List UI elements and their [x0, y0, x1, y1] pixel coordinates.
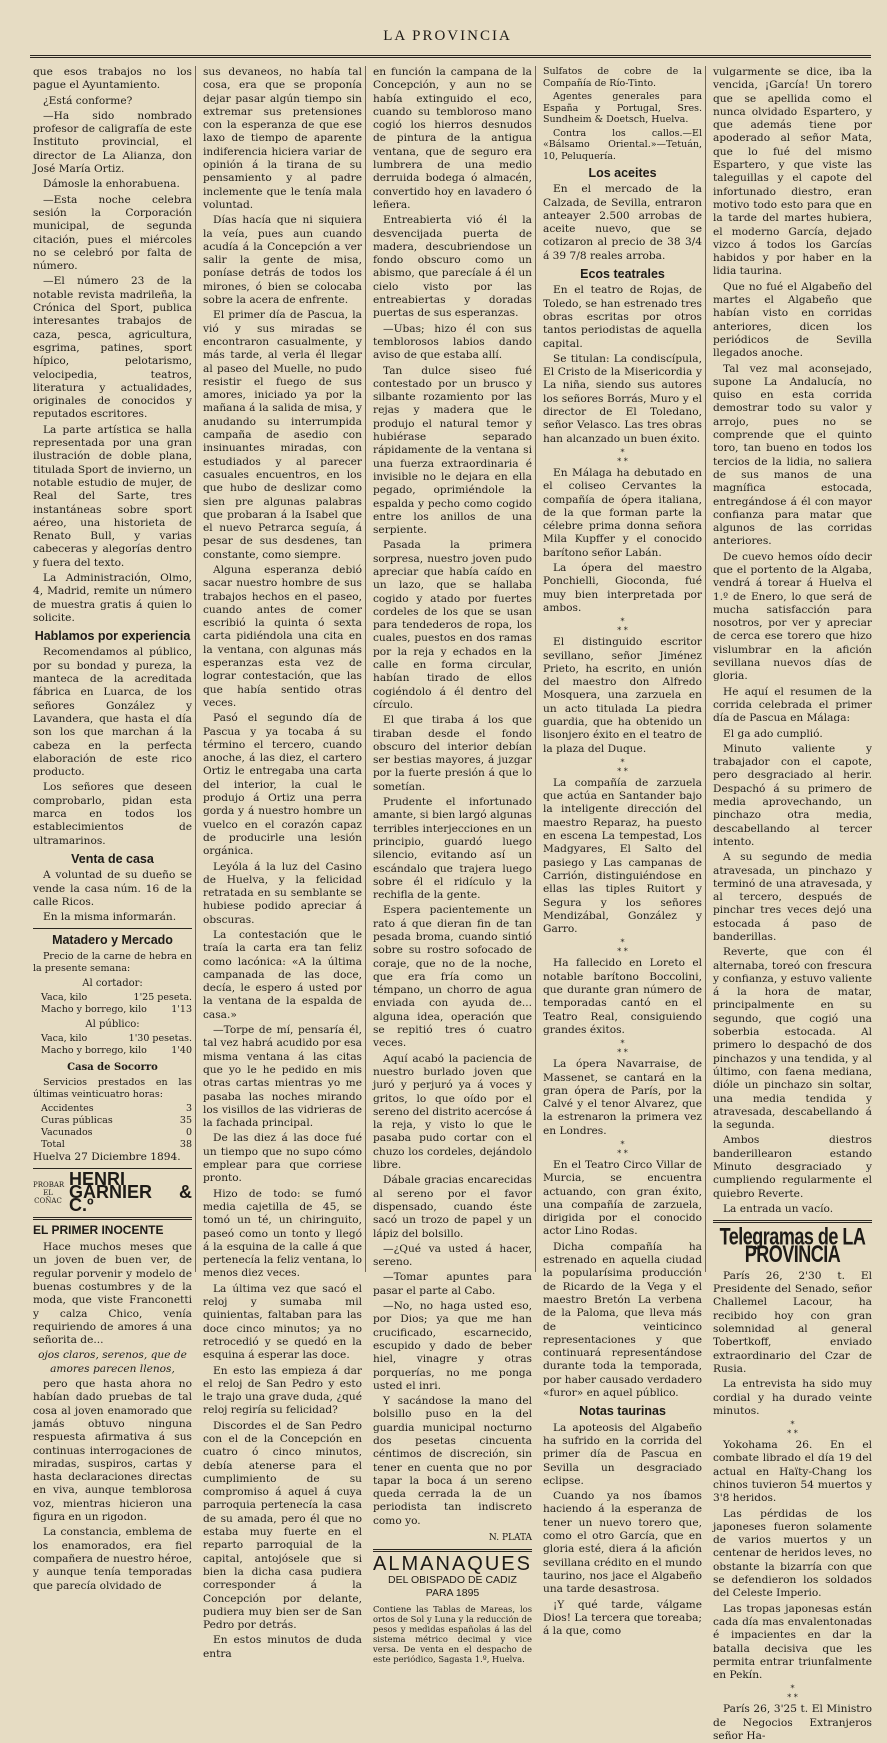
service-row — [33, 1103, 192, 1115]
paragraph: Alguna esperanza debió sacar nuestro hombre de sus trabajos hechos en el paseo, cuando antes de comer escribió la quinta ó sexta carta pidiéndola una cita en la ventana, con algunas más esperanzas esta vez de lograr contestación, que las que había sentido otras veces. — [203, 563, 362, 709]
paragraph: He aquí el resumen de la corrida celebrada el primer día de Pascua en Málaga: — [713, 685, 872, 725]
paragraph: A su segundo de media atravesada, un pinchazo y terminó de una atravesada, y al tercero, después de pinchar tres veces dejó una estocada á paso de banderillas. — [713, 851, 872, 943]
asterism-divider: * * * — [617, 447, 628, 466]
section-heading: Los aceites — [588, 166, 657, 180]
paragraph: La ópera del maestro Ponchielli, Gioconda, fué muy bien interpretada por ambos. — [543, 562, 702, 614]
paragraph: Que no fué el Algabeño del martes el Algabeño que habían visto en corridas anteriores, dicen los periódicos de Sevilla llegados anoche. — [713, 280, 872, 360]
service-item: Accidentes — [41, 1102, 94, 1114]
paragraph: Prudente el infortunado amante, si bien largó algunas terribles interjecciones en un principio, guardó luego silencio, evitando así un escándalo que trajera luego sobre él el ridículo y la rechifla de la gente. — [373, 796, 532, 902]
cognac-advert — [33, 1168, 192, 1216]
section-heading: Ecos teatrales — [580, 267, 665, 282]
masthead-rule — [30, 55, 871, 58]
paragraph: En el Teatro Circo Villar de Murcia, se encuentra actuando, con gran éxito, una compañía de zarzuela, dirigida por el conocido actor Lino Rodas. — [543, 1159, 702, 1238]
paragraph: En Málaga ha debutado en el coliseo Cervantes la compañía de ópera italiana, de la que forman parte la célebre prima donna señora Mila Kupffer y el conocido barítono señor Labán. — [543, 466, 702, 559]
paragraph: El distinguido escritor sevillano, señor Jiménez Prieto, ha escrito, en unión del maestro don Alfredo Mosquera, una zarzuela en un acto titulada La piedra guardia, que ha obtenido un lisonjero éxito en el teatro de la plaza del Duque. — [543, 636, 702, 755]
asterism-divider: * * * — [787, 1420, 798, 1439]
price-item: Macho y borrego, kilo — [41, 1004, 147, 1015]
paragraph: ¿Está conforme? — [43, 94, 133, 107]
paragraph: El ga ado cumplió. — [723, 727, 823, 740]
paragraph: En el teatro de Rojas, de Toledo, se han estrenado tres obras escritas por otros tantos periodistas de aquella capital. — [543, 284, 702, 350]
price-item: Macho y borrego, kilo — [41, 1045, 147, 1057]
paragraph: Leyóla á la luz del Casino de Huelva, y la felicidad retratada en su semblante se hubiese podido apreciar á obscuras. — [203, 860, 362, 926]
price-value: 1'25 peseta. — [133, 992, 192, 1003]
paragraph: Ha fallecido en Loreto el notable barítono Boccolini, que durante gran número de temporadas cantó en el Teatro Real, consiguiendo grandes éxitos. — [543, 957, 702, 1036]
service-total — [33, 1139, 192, 1151]
signature: N. PLATA — [488, 1533, 532, 1544]
paragraph: —Ha sido nombrado profesor de caligrafía de este Instituto provincial, el director de La Alianza, don José María Ortiz. — [33, 109, 192, 176]
paragraph: Minuto valiente y trabajador con el capote, pero desgraciado al herir. Despachó á su primero de media aprovechando, un pinchazo otra media, descabellando al tercer intento. — [713, 742, 872, 848]
almanac-advert-body: Contiene las Tablas de Mareas, los ortos de Sol y Luna y la reducción de pesos y medidas españolas á las del sistema métrico decimal y vice versa. De venta en el despacho de este periódico, Sagasta 1.º, Huelva. — [373, 1604, 532, 1665]
telegrams-heading: Telegramas de LA PROVINCIA — [719, 1223, 866, 1269]
asterism-divider: * * * — [617, 1039, 628, 1058]
price-value: 1'30 pesetas. — [128, 1033, 192, 1045]
paragraph: Discordes el de San Pedro con el de la Concepción en cuatro ó cinco minutos, debía atenerse para el cumplimiento de su compromiso á aquel á cuya parroquia pertenecía la casa de su amada, pero él que no estaba muy fuerte en el reparto parroquial de la capital, antojósele que si bien la dicha casa pudiera corresponder á la Concepción por delante, pudiera muy bien ser de San Pedro por detrás. — [203, 1419, 362, 1632]
paragraph: Reverte, que con él alternaba, toreó con frescura y confianza, y estuvo valiente á la hora de matar, principalmente en su segundo, que cogió una soberbia estocada. Al primero lo despachó de dos pinchazos y una tendida, y al último, con faena mediana, dióle un pinchazo sin soltar, una media tendida y atravesada, descabellando á la segunda. — [713, 946, 872, 1132]
service-row — [33, 1115, 192, 1127]
paragraph: En la misma informarán. — [43, 911, 177, 924]
paragraph: La entrevista ha sido muy cordial y ha durado veinte minutos. — [713, 1378, 872, 1417]
total-count: 38 — [179, 1138, 192, 1150]
paragraph: Sulfatos de cobre de la Compañía de Río-Tinto. — [543, 66, 702, 89]
paragraph: Se titulan: La condiscípula, El Cristo de la Misericordia y La niña, siendo sus autores los señores Borrás, Muro y el director de El Toledano, señor Velasco. Las tres obras han alcanzado un buen éxito. — [543, 352, 702, 445]
asterism-divider: * * * — [617, 757, 628, 776]
paragraph: Contra los callos.—El «Bálsamo Oriental.»—Tetuán, 10, Peluquería. — [543, 127, 702, 162]
paragraph: Pasó el segundo día de Pascua y ya tocaba á su término el tercero, cuando anoche, á las diez, el cartero Ortiz le entregaba una carta del interior, la cual le produjo á Ortiz una perra gorda y á nuestro hombre un vuelco en el corazón capaz de producirle una lesión orgánica. — [203, 712, 362, 858]
service-row — [33, 1127, 192, 1139]
column-3 — [370, 66, 536, 1665]
asterism-divider: * * * — [617, 938, 628, 957]
verse: ojos claros, serenos, que de amores parecen llenos, — [38, 1349, 187, 1375]
total-label: Total — [41, 1138, 65, 1150]
paragraph: Ambos diestros banderillearon estando Minuto desgraciado y cumpliendo regularmente el quiebro Reverte. — [713, 1134, 872, 1200]
column-2 — [200, 66, 366, 1660]
paragraph: La parte artística se halla representada por una gran ilustración de doble plana, titulada Sport de invierno, un notable estudio de mujer, de Real del Sarte, tres instantáneas sobre sport aéreo, una historieta de Renato Bull, y varias cabeceras y alegorías dentro y fuera del texto. — [33, 423, 192, 569]
subheading: Casa de Socorro — [67, 1062, 158, 1074]
paragraph: Agentes generales para España y Portugal, Sres. Sundheim & Doetsch, Huelva. — [543, 91, 702, 125]
subheading: Al cortador: — [82, 977, 143, 989]
paragraph: Días hacía que ni siquiera la veía, pues aun cuando acudía á la Concepción a ver salir la gente de misa, poníase detrás de todos los mirones, ó bien se colocaba sobre la acera de enfrente. — [203, 214, 362, 307]
paragraph: La compañía de zarzuela que actúa en Santander bajo la inteligente dirección del maestro Reparaz, ha puesto en escena La tempestad, Los Madgyares, El Salto del pasiego y Las campanas de Carrión, distinguiéndose en ellas las tiples Ruitort y Segura y los señores Mendizábal, González y Garro. — [543, 776, 702, 936]
paragraph: Entreabierta vió él la desvencijada puerta de madera, descubriendose un fondo obscuro como un abismo, que parecíale á él un cielo visto por las entreabiertas y doradas puertas de sus esperanzas. — [373, 214, 532, 320]
paragraph: En esto las empieza á dar el reloj de San Pedro y esto le trajo una grave duda, ¿qué reloj regiría su felicidad? — [203, 1364, 362, 1417]
paragraph: La entrada un vacío. — [723, 1202, 834, 1215]
paragraph: De las diez á las doce fué un tiempo que no supo cómo emplear para que corriese pronto. — [203, 1132, 362, 1185]
paragraph: Pasada la primera sorpresa, nuestro joven pudo apreciar que había caído en un lazo, que se hallaba cogido y atado por fuertes cordeles de los que se usan para tendederos de ropa, los cuales, puestos en dos ramas por la reja y echados en la calle en forma circular, habían tirado de ellos cogiéndolo á él dentro del círculo. — [373, 539, 532, 711]
paragraph: ¡Y qué tarde, válgame Dios! La tercera que toreaba; á la que, como — [543, 1598, 702, 1638]
paragraph: —Tomar apuntes para pasar el parte al Cabo. — [373, 1271, 532, 1297]
column-5 — [710, 66, 875, 1743]
service-item: Curas públicas — [41, 1114, 113, 1126]
asterism-divider: * * * — [617, 1140, 628, 1158]
paragraph: —Ubas; hizo él con sus temblorosos labios dando aviso de que estaba allí. — [373, 322, 532, 362]
paragraph: pero que hasta ahora no habían dado pruebas de tal cosa al joven enamorado que jamás obtuvo ninguna respuesta afirmativa á sus continuas interrogaciones de miradas, suspiros, cartas y hasta declaraciones directas en viva, aunque temblorosa voz, mientras hicieron una figura en un rigodon. — [33, 1378, 192, 1524]
price-row — [33, 1004, 192, 1016]
price-item: Vaca, kilo — [41, 1033, 88, 1045]
paragraph: La última vez que sacó el reloj y sumaba mil quinientas, faltaban para las doce cinco minutos; ya no retrocedió y se quedó en la esquina á esperar las doce. — [203, 1282, 362, 1362]
advert-tagline: PROBAR EL COÑAC — [33, 1180, 65, 1205]
paragraph: en función la campana de la Concepción, y aun no se había extinguido el eco, cuando su tembloroso mano cogió los hierros desnudos de pintura de la antigua ventana, que de seguro era lumbrera de una medio derruida bodega ó almacén, convertido hoy en lavadero ó leñera. — [373, 66, 532, 211]
price-value: 1'40 — [171, 1045, 192, 1057]
paragraph: El primer día de Pascua, la vió y sus miradas se encontraron casualmente, y más tarde, al verla él llegar al paseo del Muelle, no pudo resistir el fuego de sus amores, iniciado ya por la mañana á la salida de misa, y anudando su interrumpida campaña de asedio con insinuantes miradas, con estudiados y al parecer casuales encuentros, en los que hubo de deslizar como sien pre algunas palabras que probaran á la Isabel que el nuevo Petrarca seguía, á pesar de sus desdenes, tan constante, como siempre. — [203, 309, 362, 561]
almanac-advert-title: ALMANAQUES — [373, 1553, 532, 1576]
divider — [33, 1217, 192, 1220]
paragraph: Dábale gracias encarecidas al sereno por el favor dispensado, cuando éste sacó un trozo de papel y un lápiz del bolsillo. — [373, 1174, 532, 1240]
divider — [33, 928, 192, 929]
paragraph: Los señores que deseen comprobarlo, pidan esta marca en todos los establecimientos de ultramarinos. — [33, 781, 192, 847]
date-line: Huelva 27 Diciembre 1894. — [33, 1150, 181, 1163]
columns — [30, 66, 875, 1743]
paragraph: —Esta noche celebra sesión la Corporación municipal, de segunda citación, pues el miércoles no se celebró por falta de número. — [33, 193, 192, 273]
story-title: EL PRIMER INOCENTE — [33, 1222, 164, 1237]
section-heading: Matadero y Mercado — [52, 933, 173, 948]
paragraph: París 26, 2'30 t. El Presidente del Senado, señor Challemel Lacour, ha recibido hoy con gran solemnidad al general Tobertkoff, enviado extraordinario del Czar de Rusia. — [713, 1269, 872, 1375]
paragraph: Espera pacientemente un rato á que dieran fin de tan pesada broma, cuando sintió sobre su rostro sofocado de coraje, que no de la noche, que era fría como un témpano, un chorro de agua enviada con ayuda de... alguna idea, operación que se repitió tres ó cuatro veces. — [373, 904, 532, 1050]
section-heading: Hablamos por experiencia — [34, 629, 191, 644]
paragraph: La constancia, emblema de los enamorados, era fiel compañera de nuestro héroe, y aunque tenía temporadas que parecía olvidado de — [33, 1526, 192, 1592]
advert-brand: HENRI GARNIER & C.º — [69, 1168, 192, 1216]
paragraph: Precio de la carne de hebra en la presente semana: — [33, 950, 192, 974]
paragraph: Servicios prestados en las últimas veinticuatro horas: — [33, 1076, 192, 1100]
service-count: 35 — [179, 1114, 192, 1126]
paragraph: Hace muchos meses que un joven de buen ver, de regular porvenir y modelo de buenas costumbres y de la moda, que viste Franconetti y calza Chico, venía requiriendo de amores á una señorita de... — [33, 1241, 192, 1347]
column-4 — [540, 66, 706, 1638]
service-item: Vacunados — [41, 1126, 93, 1138]
paragraph: Yokohama 26. En el combate librado el día 19 del actual en Haïty-Chang los chinos tuvieron 54 muertos y 3'8 heridos. — [713, 1439, 872, 1505]
price-row — [33, 992, 192, 1004]
column-1 — [30, 66, 196, 1592]
paragraph: El que tiraba á los que tiraban desde el fondo obscuro del interior debían ser bestias mayores, á juzgar por la fuerte presión á que lo sometían. — [373, 714, 532, 793]
paragraph: Hizo de todo: se fumó media cajetilla de 45, se tomó un té, un chiringuito, paseó como un tonto y llegó á la esquina de la calle á que pertenecía la feliz ventana, lo menos diez veces. — [203, 1187, 363, 1280]
paragraph: —¿Qué va usted á hacer, sereno. — [373, 1242, 532, 1269]
paragraph: Dámosle la enhorabuena. — [43, 178, 180, 191]
paragraph: sus devaneos, no había tal cosa, era que se proponía dejar pasar algún tiempo sin extremar sus pretensiones con la esperanza de que ese laxo de tiempo de aparente indiferencia hiciera variar de opinión á la tirana de su pensamiento y al padre inclemente que le tenía mala voluntad. — [203, 66, 362, 211]
paragraph: En el mercado de la Calzada, de Sevilla, entraron anteayer 2.500 arrobas de aceite nuevo, que se cotizaron al precio de 38 3/4 á 39 7/8 reales arroba. — [543, 183, 702, 262]
price-value: 1'13 — [171, 1004, 192, 1015]
subheading: Al público: — [85, 1019, 140, 1030]
paragraph: La contestación que le traía la carta era tan feliz como lacónica: «A la última campanada de las doce, decía, le espero á usted por la ventana de la espalda de casa.» — [203, 929, 362, 1021]
paragraph: La ópera Navarraise, de Massenet, se cantará en la gran ópera de París, por la Calvé y el tenor Alvarez, que la estrenaron la primera vez en Londres. — [543, 1058, 702, 1137]
paragraph: que esos trabajos no los pague el Ayuntamiento. — [33, 66, 192, 92]
paragraph: vulgarmente se dice, iba la vencida, ¡García! Un torero que se apellida como el nunca olvidado Espartero, y que además tiene por apoderado al señor Mata, que lo fué del mismo Espartero, y que viste las taleguillas y el capote del infortunado diestro, eran motivo todo esto para que en la tarde del martes hubiera, el moderno García, dejado vizco á todos los Garcías habidos y por haber en la lidia taurina. — [713, 66, 872, 278]
paragraph: La Administración, Olmo, 4, Madrid, remite un número de muestra gratis á quien lo solicite. — [33, 571, 192, 624]
service-count: 3 — [185, 1102, 192, 1114]
section-heading: Notas taurinas — [579, 1404, 666, 1419]
almanac-advert-subtitle: DEL OBISPADO DE CADIZ PARA 1895 — [388, 1573, 517, 1599]
paragraph: Dicha compañía ha estrenado en aquella ciudad la popularísima producción de Ricardo de la Vega y el maestro Bretón La verbena de la Paloma, que lleva más de veinticinco representaciones y que continuará representándose durante toda la temporada, por haber causado verdadero «furor» en aquel público. — [543, 1240, 702, 1400]
paragraph: Y sacándose la mano del bolsillo puso en la del guardia municipal nocturno dos pesetas cincuenta céntimos de discreción, sin tener en cuenta que no por tapar la boca á un sereno queda cerrada la de un periodista tan indiscreto como yo. — [373, 1395, 532, 1527]
paragraph: En estos minutos de duda entra — [203, 1634, 362, 1660]
service-count: 0 — [185, 1126, 192, 1138]
asterism-divider: * * * — [787, 1684, 798, 1703]
paragraph: Tan dulce siseo fué contestado por un brusco y silbante rozamiento por las rejas y madera que le produjo el natural temor y hubiérase separado rápidamente de la ventana si una fuerza extraordinaria é invisible no le dejara en ella pegado, oprimiéndole la espalda y pecho como cogido entre los anillos de una serpiente. — [373, 364, 532, 537]
masthead: LA PROVINCIA — [383, 28, 512, 44]
paragraph: Las tropas japonesas están cada día mas envalentonadas é impacientes en dar la batalla decisiva que les permita entrar triunfalmente en Pekín. — [713, 1602, 872, 1682]
paragraph: Tal vez mal aconsejado, supone La Andalucía, no quiso en esta corrida demostrar todo su valor y arrojo, pues no se comprende que el quinto toro, tan bueno en todos los tercios de la lidia, no saliera de sus manos de una magnífica estocada, entregándose á él con mayor confianza para matar que algunos de las corridas anteriores. — [713, 362, 872, 548]
paragraph: Las pérdidas de los japoneses fueron solamente de varios muertos y un centenar de heridos leves, no obstante la bizarría con que se defendieron los soldados del Celeste Imperio. — [713, 1507, 872, 1600]
price-item: Vaca, kilo — [41, 992, 88, 1003]
price-row — [33, 1033, 192, 1045]
asterism-divider: * * * — [617, 617, 628, 636]
paragraph: A voluntad de su dueño se vende la casa núm. 16 de la calle Ricos. — [33, 869, 192, 908]
paragraph: De cuevo hemos oído decir que el portento de la Algaba, vendrá á torear á Huelva el 1.º de Enero, lo que será de mucha satisfacción para nosotros, por ver y apreciar de cerca ese torero que hizo vislumbrar en la afición sevillana nuevos días de gloria. — [713, 550, 872, 683]
paragraph: Recomendamos al público, por su bondad y pureza, la manteca de la acreditada fábrica en Luarca, de los señores González y Lavandera, que hasta el día son los que marchan á la cabeza en la perfecta elaboración de este rico producto. — [33, 646, 192, 779]
paragraph: La apoteosis del Algabeño ha sufrido en la corrida del primer día de Pascua en Sevilla un desgraciado eclipse. — [543, 1421, 702, 1487]
paragraph: —El número 23 de la notable revista madrileña, la Crónica del Sport, publica interesantes trabajos de caza, pesca, agricultura, esgrima, patines, sport hípico, pelotarismo, velocipedia, teatros, literatura y actualidades, originales de conocidos y reputados escritores. — [33, 275, 192, 421]
price-row — [33, 1045, 192, 1057]
paragraph: —Torpe de mí, pensaría él, tal vez habrá acudido por esa misma ventana á las citas que yo le he pedido en mis otras cartas mientras yo me pasaba las noches mirando los visillos de las vidrieras de la fachada principal. — [203, 1024, 362, 1130]
paragraph: Aquí acabó la paciencia de nuestro burlado joven que juró y perjuró ya á voces y gritos, lo que oído por el sereno del distrito acercóse á la reja, y visto lo que le pasaba pudo cortar con el chuzo los cordeles, dejándolo libre. — [373, 1052, 533, 1172]
paragraph: Cuando ya nos íbamos haciendo á la esperanza de tener un nuevo torero que, como el otro García, que en gloria esté, diera á la afición sevillana crédito en el mundo taurino, nos jace el Algabeño una tarde desastrosa. — [543, 1490, 702, 1596]
section-heading: Venta de casa — [71, 851, 154, 866]
paragraph: París 26, 3'25 t. El Ministro de Negocios Extranjeros señor Ha- — [713, 1703, 872, 1743]
paragraph: —No, no haga usted eso, por Dios; ya que me han crucificado, escarnecido, escupido y dado de beber hiel, vinagre y otras porquerías, no me ponga usted el inri. — [373, 1300, 532, 1392]
divider — [373, 1549, 532, 1552]
